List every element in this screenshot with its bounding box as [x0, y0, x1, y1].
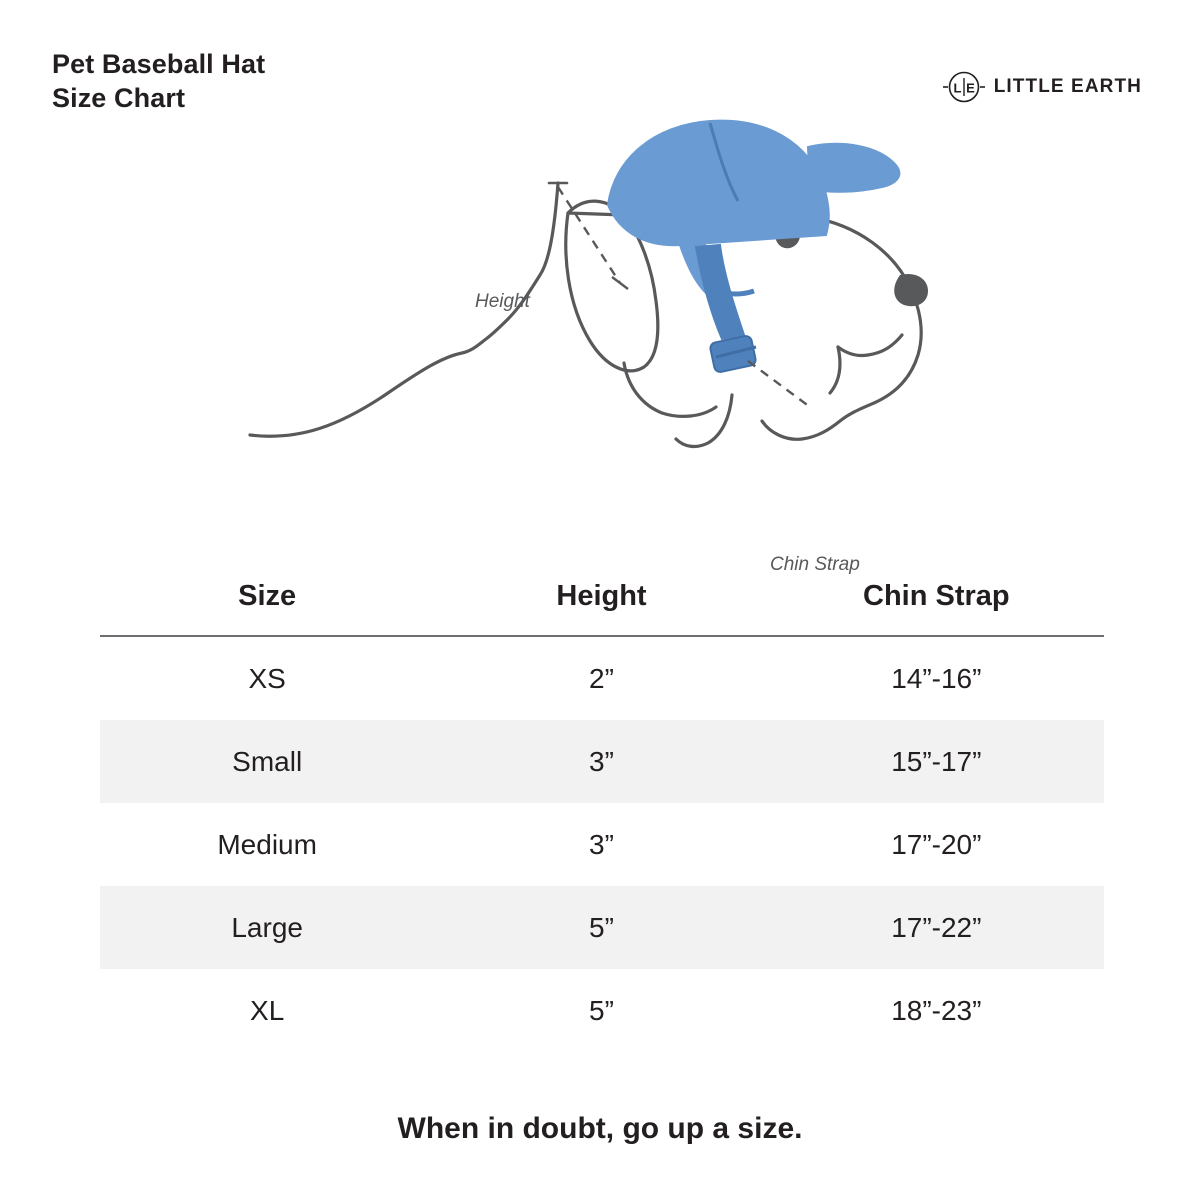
svg-text:E: E [965, 80, 975, 96]
chin-strap-callout-label: Chin Strap [770, 554, 860, 575]
cell-height: 3” [589, 745, 614, 777]
table-header-row [100, 572, 1104, 636]
table-row [100, 969, 1104, 1052]
table-row [100, 886, 1104, 969]
page-title-line-1: Pet Baseball Hat [52, 49, 266, 79]
dog-hat-illustration [210, 95, 970, 575]
cell-chin-strap: 17”-20” [891, 828, 982, 860]
cell-height: 2” [589, 662, 614, 694]
cell-size: Small [232, 745, 303, 777]
table-row [100, 803, 1104, 886]
cell-size: XS [248, 662, 286, 694]
height-callout-label: Height [475, 291, 530, 312]
size-table-head [100, 572, 1104, 636]
cell-chin-strap: 18”-23” [891, 994, 982, 1026]
cell-chin-strap: 17”-22” [891, 911, 982, 943]
svg-text:L: L [953, 80, 962, 96]
cell-chin-strap: 14”-16” [891, 662, 982, 694]
size-table-body [100, 636, 1104, 1052]
footnote-text: When in doubt, go up a size. [397, 1112, 803, 1145]
cell-height: 5” [589, 994, 614, 1026]
baseball-cap-shape [608, 121, 899, 373]
cell-size: Large [231, 911, 303, 943]
dog-with-hat-drawing [210, 95, 970, 515]
brand-logo [943, 66, 1142, 108]
table-row [100, 636, 1104, 720]
column-header-chin-strap: Chin Strap [863, 580, 1010, 612]
table-row [100, 720, 1104, 803]
size-table [100, 572, 1104, 1052]
size-table-container [100, 572, 1104, 1052]
column-header-size: Size [238, 580, 297, 612]
cell-size: XL [250, 994, 285, 1026]
cell-size: Medium [217, 828, 317, 860]
cell-height: 3” [589, 828, 614, 860]
page-title-line-2: Size Chart [52, 83, 186, 114]
brand-name: LITTLE EARTH [993, 76, 1142, 97]
cell-height: 5” [589, 911, 614, 943]
column-header-height: Height [556, 580, 647, 612]
cell-chin-strap: 15”-17” [891, 745, 982, 777]
